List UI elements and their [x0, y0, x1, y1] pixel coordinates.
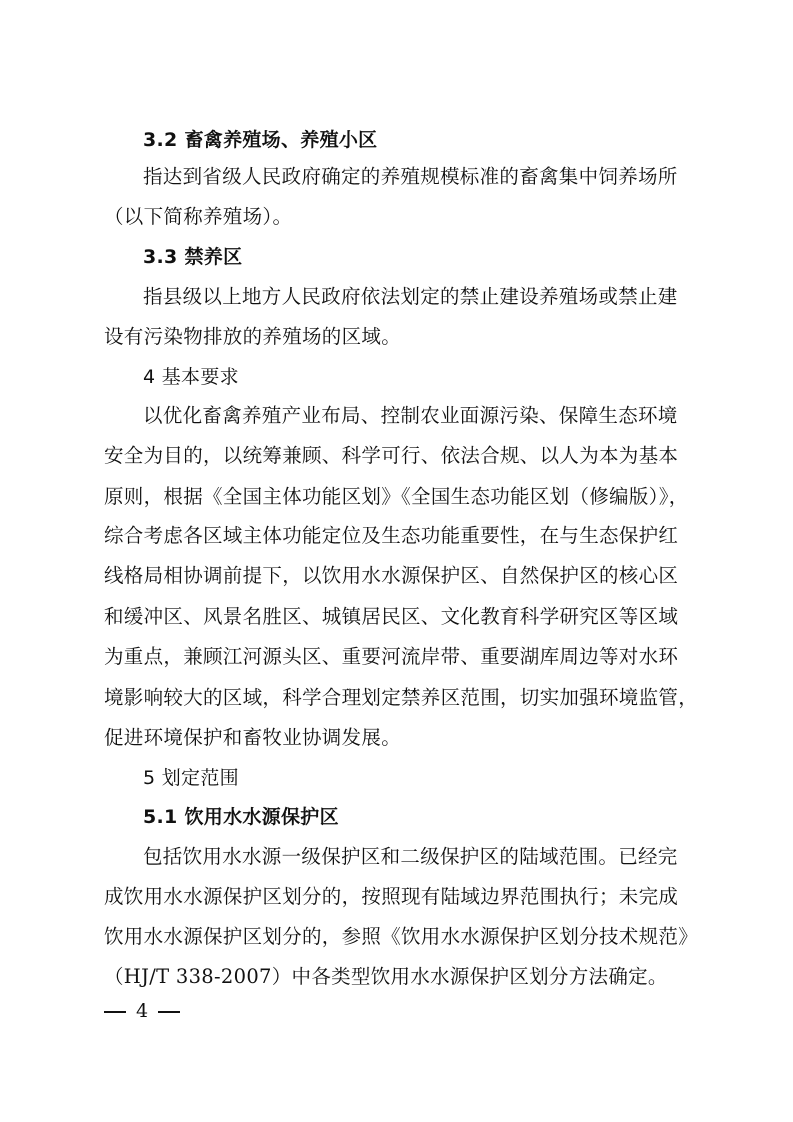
dash-left	[104, 1011, 126, 1013]
section-heading-3-2: 3.2 畜禽养殖场、养殖小区	[143, 129, 378, 151]
paragraph-line: 综合考虑各区域主体功能定位及生态功能重要性，在与生态保护红	[104, 524, 679, 547]
paragraph-line: 为重点，兼顾江河源头区、重要河流岸带、重要湖库周边等对水环	[104, 645, 679, 668]
paragraph-line: 促进环境保护和畜牧业协调发展。	[104, 726, 402, 749]
paragraph-line: 指县级以上地方人民政府依法划定的禁止建设养殖场或禁止建	[143, 285, 678, 308]
section-heading-5-1: 5.1 饮用水水源保护区	[143, 806, 339, 828]
paragraph-line: 以优化畜禽养殖产业布局、控制农业面源污染、保障生态环境	[143, 404, 678, 427]
paragraph-line: 指达到省级人民政府确定的养殖规模标准的畜禽集中饲养场所	[143, 165, 678, 188]
page-number: 4	[136, 1000, 149, 1022]
paragraph-line: 成饮用水水源保护区划分的，按照现有陆域边界范围执行；未完成	[104, 885, 679, 908]
paragraph-line: 和缓冲区、风景名胜区、城镇居民区、文化教育科学研究区等区域	[104, 605, 679, 628]
paragraph-line: 设有污染物排放的养殖场的区域。	[104, 325, 402, 348]
paragraph-line: （以下简称养殖场）。	[104, 205, 293, 228]
paragraph-line: 线格局相协调前提下，以饮用水水源保护区、自然保护区的核心区	[104, 564, 679, 587]
paragraph-line: 安全为目的，以统筹兼顾、科学可行、依法合规、以人为本为基本	[104, 444, 679, 467]
paragraph-line: 原则，根据《全国主体功能区划》《全国生态功能区划（修编版）》，	[104, 485, 689, 508]
paragraph-line: 包括饮用水水源一级保护区和二级保护区的陆域范围。已经完	[143, 845, 678, 868]
section-heading-4: 4 基本要求	[143, 366, 239, 388]
dash-right	[158, 1011, 180, 1013]
section-heading-3-3: 3.3 禁养区	[143, 246, 243, 268]
paragraph-line: 饮用水水源保护区划分的，参照《饮用水水源保护区划分技术规范》	[104, 925, 699, 948]
paragraph-line: 境影响较大的区域，科学合理划定禁养区范围，切实加强环境监管，	[104, 686, 699, 709]
paragraph-line: （HJ/T 338-2007）中各类型饮用水水源保护区划分方法确定。	[104, 965, 668, 988]
page-footer	[104, 998, 180, 1024]
section-heading-5: 5 划定范围	[143, 767, 239, 789]
